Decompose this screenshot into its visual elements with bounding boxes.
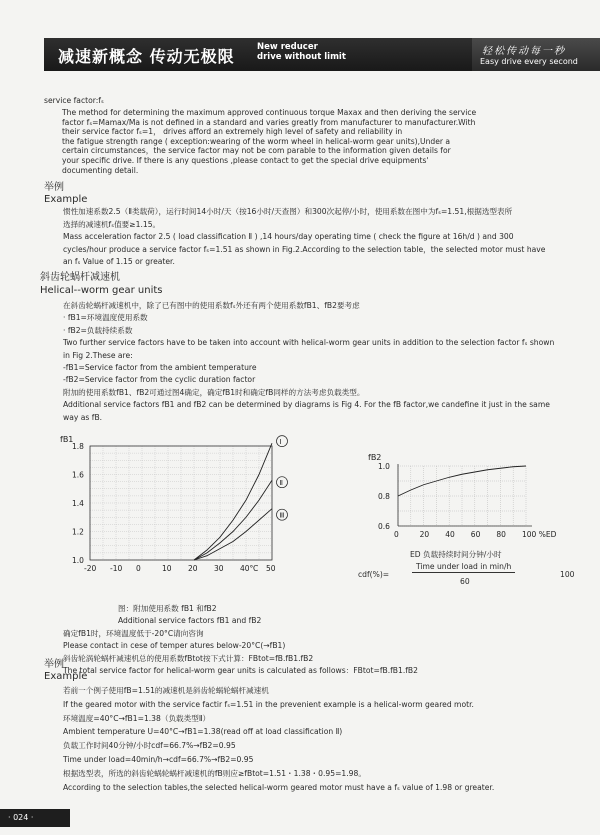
chart2-formula-left: cdf(%)= xyxy=(358,570,390,579)
service-factor-line: their service factor fₛ=1， drives afford an extremely high level of safety and reliability in xyxy=(62,127,403,137)
after-chart-line: 确定fB1时，环境温度低于-20°C请向咨询 xyxy=(63,629,204,638)
y-tick-label: 1.2 xyxy=(72,527,84,537)
x-tick-label: 0 xyxy=(136,564,141,573)
y-axis-label: fB1 xyxy=(60,435,74,444)
x-tick-label: C xyxy=(253,564,259,573)
x-tick-label: 80 xyxy=(496,530,506,539)
helical-line: · fB2=负载持续系数 xyxy=(63,325,133,335)
chart-fb1 xyxy=(50,428,310,628)
x-tick-label: -20 xyxy=(84,564,97,573)
header-en-title xyxy=(257,42,346,62)
example2-line: 若前一个例子使用fB=1.51的减速机是斜齿轮蜗轮蜗杆减速机 xyxy=(63,686,269,695)
example2-line: 根据选型表，所选的斜齿轮蜗轮蜗杆减速机的fB则应≥fBtot=1.51・1.38・0.95=1.98。 xyxy=(63,768,366,778)
helical-line: · fB1=环境温度使用系数 xyxy=(63,313,148,323)
service-factor-line: documenting detail. xyxy=(62,165,139,175)
y-tick-label: 1.0 xyxy=(72,556,84,565)
example1-line: 惯性加速系数2.5（Ⅱ类载荷），运行时间14小时/天（按16小时/天查图）和300次起停/小时，使用系数在图中为fₛ=1.51,根据选型表所 xyxy=(63,207,513,216)
x-tick-label: 30 xyxy=(214,564,224,573)
header-slogan-en: Easy drive every second xyxy=(480,57,578,66)
helical-line: -fB1=Service factor from the ambient temperature xyxy=(63,363,257,372)
chart2-formula-den: 60 xyxy=(460,577,470,586)
header-banner xyxy=(44,38,600,71)
y-tick-label: 1.0 xyxy=(378,462,390,471)
x-tick-label: -10 xyxy=(110,564,123,573)
example1-line: 选择的减速机fₛ值要≥1.15。 xyxy=(63,219,161,229)
chart-fb2 xyxy=(340,448,580,548)
header-en-line1: New reducer xyxy=(257,42,318,52)
x-tick-label: 10 xyxy=(162,564,172,573)
service-factor-line: certain circumstances，the service factor may not be com parable to the information given details for xyxy=(62,146,451,156)
example2-line: If the geared motor with the service factir fₛ=1.51 in the prevenient example is a helical-worm geared motr. xyxy=(63,699,474,709)
service-factor-line: factor fₛ=Mamax/Ma is not defined in a standard and varies greatly from manufacturer to manufacturer.With xyxy=(62,117,476,127)
series-label: Ⅲ xyxy=(279,511,285,520)
helical-line: -fB2=Service factor from the cyclic duration factor xyxy=(63,375,256,385)
helical-line: Additional service factors fB1 and fB2 can be determined by diagrams is Fig 4. For the fB factor,we candefine it just in the same xyxy=(63,400,550,410)
y-tick-label: 1.8 xyxy=(72,442,84,451)
y-axis-label: fB2 xyxy=(368,453,382,462)
header-en-line2: drive without limit xyxy=(257,52,346,62)
helical-line: way as fB. xyxy=(63,412,103,422)
x-tick-label: 20 xyxy=(419,530,430,539)
example2-title-en: Example xyxy=(44,671,88,682)
example2-line: Time under load=40min/h→cdf=66.7%→fB2=0.95 xyxy=(63,755,254,764)
example2-line: Ambient temperature U=40°C→fB1=1.38(read off at load classification Ⅱ) xyxy=(63,727,343,737)
chart2-formula-num: Time under load in min/h xyxy=(412,562,515,573)
after-chart-line: Please contact in cese of temper atures below-20°C(→fB1) xyxy=(63,641,286,651)
service-factor-title: service factor:fₛ xyxy=(44,96,104,105)
x-tick-label: 50 xyxy=(266,564,276,573)
helical-title-cn: 斜齿轮蜗杆减速机 xyxy=(40,272,120,283)
helical-line: 附加的使用系数fB1、fB2可通过图4确定，确定fB1时和确定fB同样的方法考虑负载类型。 xyxy=(63,387,365,397)
series-marker xyxy=(277,436,288,447)
x-tick-label: 0 xyxy=(394,530,399,539)
series-label: Ⅰ xyxy=(279,438,282,447)
y-tick-label: 1.4 xyxy=(72,499,84,508)
after-chart-line: 斜齿轮涡轮蜗杆减速机总的使用系数fBtot按下式计算：FBtot=fB.fB1.fB2 xyxy=(63,653,314,663)
x-tick-label: 40° xyxy=(240,564,254,573)
x-tick-label: 20 xyxy=(188,564,198,573)
series-label: Ⅱ xyxy=(279,479,283,488)
header-slogan-cn: 轻松传动每一秒 xyxy=(482,46,566,57)
service-factor-line: your specific drive. If there is any questions ,please contact to get the special drive equipments' xyxy=(62,156,429,165)
service-factor-line: the fatigue strength range ( exception:wearing of the worm wheel in helical-worm gear units),Under a xyxy=(62,136,451,146)
chart2-formula-right: 100 xyxy=(560,570,575,579)
y-tick-label: 0.8 xyxy=(378,492,390,501)
chart1-caption-en: Additional service factors fB1 and fB2 xyxy=(118,616,262,625)
helical-title-en: Helical--worm gear units xyxy=(40,285,163,296)
example2-line: 负载工作时间40分钟/小时cdf=66.7%→fB2=0.95 xyxy=(63,741,236,751)
y-tick-label: 1.6 xyxy=(72,470,84,480)
chart2-caption-cn: ED 负载持续时间分钟/小时 xyxy=(410,550,502,559)
example1-line: cycles/hour produce a service factor fₛ=1.51 as shown in Fig.2.According to the selection table，the selected motor must have xyxy=(63,244,546,254)
x-tick-label: 100 %ED xyxy=(522,530,557,539)
helical-line: in Fig 2.These are: xyxy=(63,350,133,360)
example2-title-cn: 举例 xyxy=(44,659,64,670)
example2-line: 环境温度=40°C→fB1=1.38（负载类型Ⅱ） xyxy=(63,713,211,723)
y-tick-label: 0.6 xyxy=(378,522,390,531)
page-number: · 024 · xyxy=(0,809,70,827)
x-tick-label: 40 xyxy=(445,530,455,539)
example1-title-cn: 举例 xyxy=(44,182,64,193)
example1-title-en: Example xyxy=(44,194,88,205)
header-slogan xyxy=(472,38,600,71)
helical-line: Two further service factors have to be taken into account with helical-worm gear units in addition to the selection factor fₛ shown xyxy=(63,338,555,348)
example1-line: an fₛ Value of 1.15 or greater. xyxy=(63,257,175,266)
chart1-caption-cn: 图：附加使用系数 fB1 和fB2 xyxy=(118,604,217,613)
example1-line: Mass acceleration factor 2.5 ( load classification Ⅱ ) ,14 hours/day operating time ( check the figure at 16h/d ) and 300 xyxy=(63,232,514,241)
helical-line: 在斜齿轮蜗杆减速机中，除了已有图中的使用系数fₛ外还有两个使用系数fB1、fB2要考虑 xyxy=(63,301,360,310)
x-tick-label: 60 xyxy=(470,530,481,539)
header-cn-title: 减速新概念 传动无极限 xyxy=(58,47,235,66)
after-chart-line: The total service factor for helical-worm gear units is calculated as follows：FBtot=fB.fB1.fB2 xyxy=(63,665,418,675)
service-factor-line: The method for determining the maximum approved continuous torque Maxax and then deriving the service xyxy=(62,108,477,117)
example2-line: According to the selection tables,the selected helical-worm geared motor must have a fₛ value of 1.98 or greater. xyxy=(63,782,495,792)
